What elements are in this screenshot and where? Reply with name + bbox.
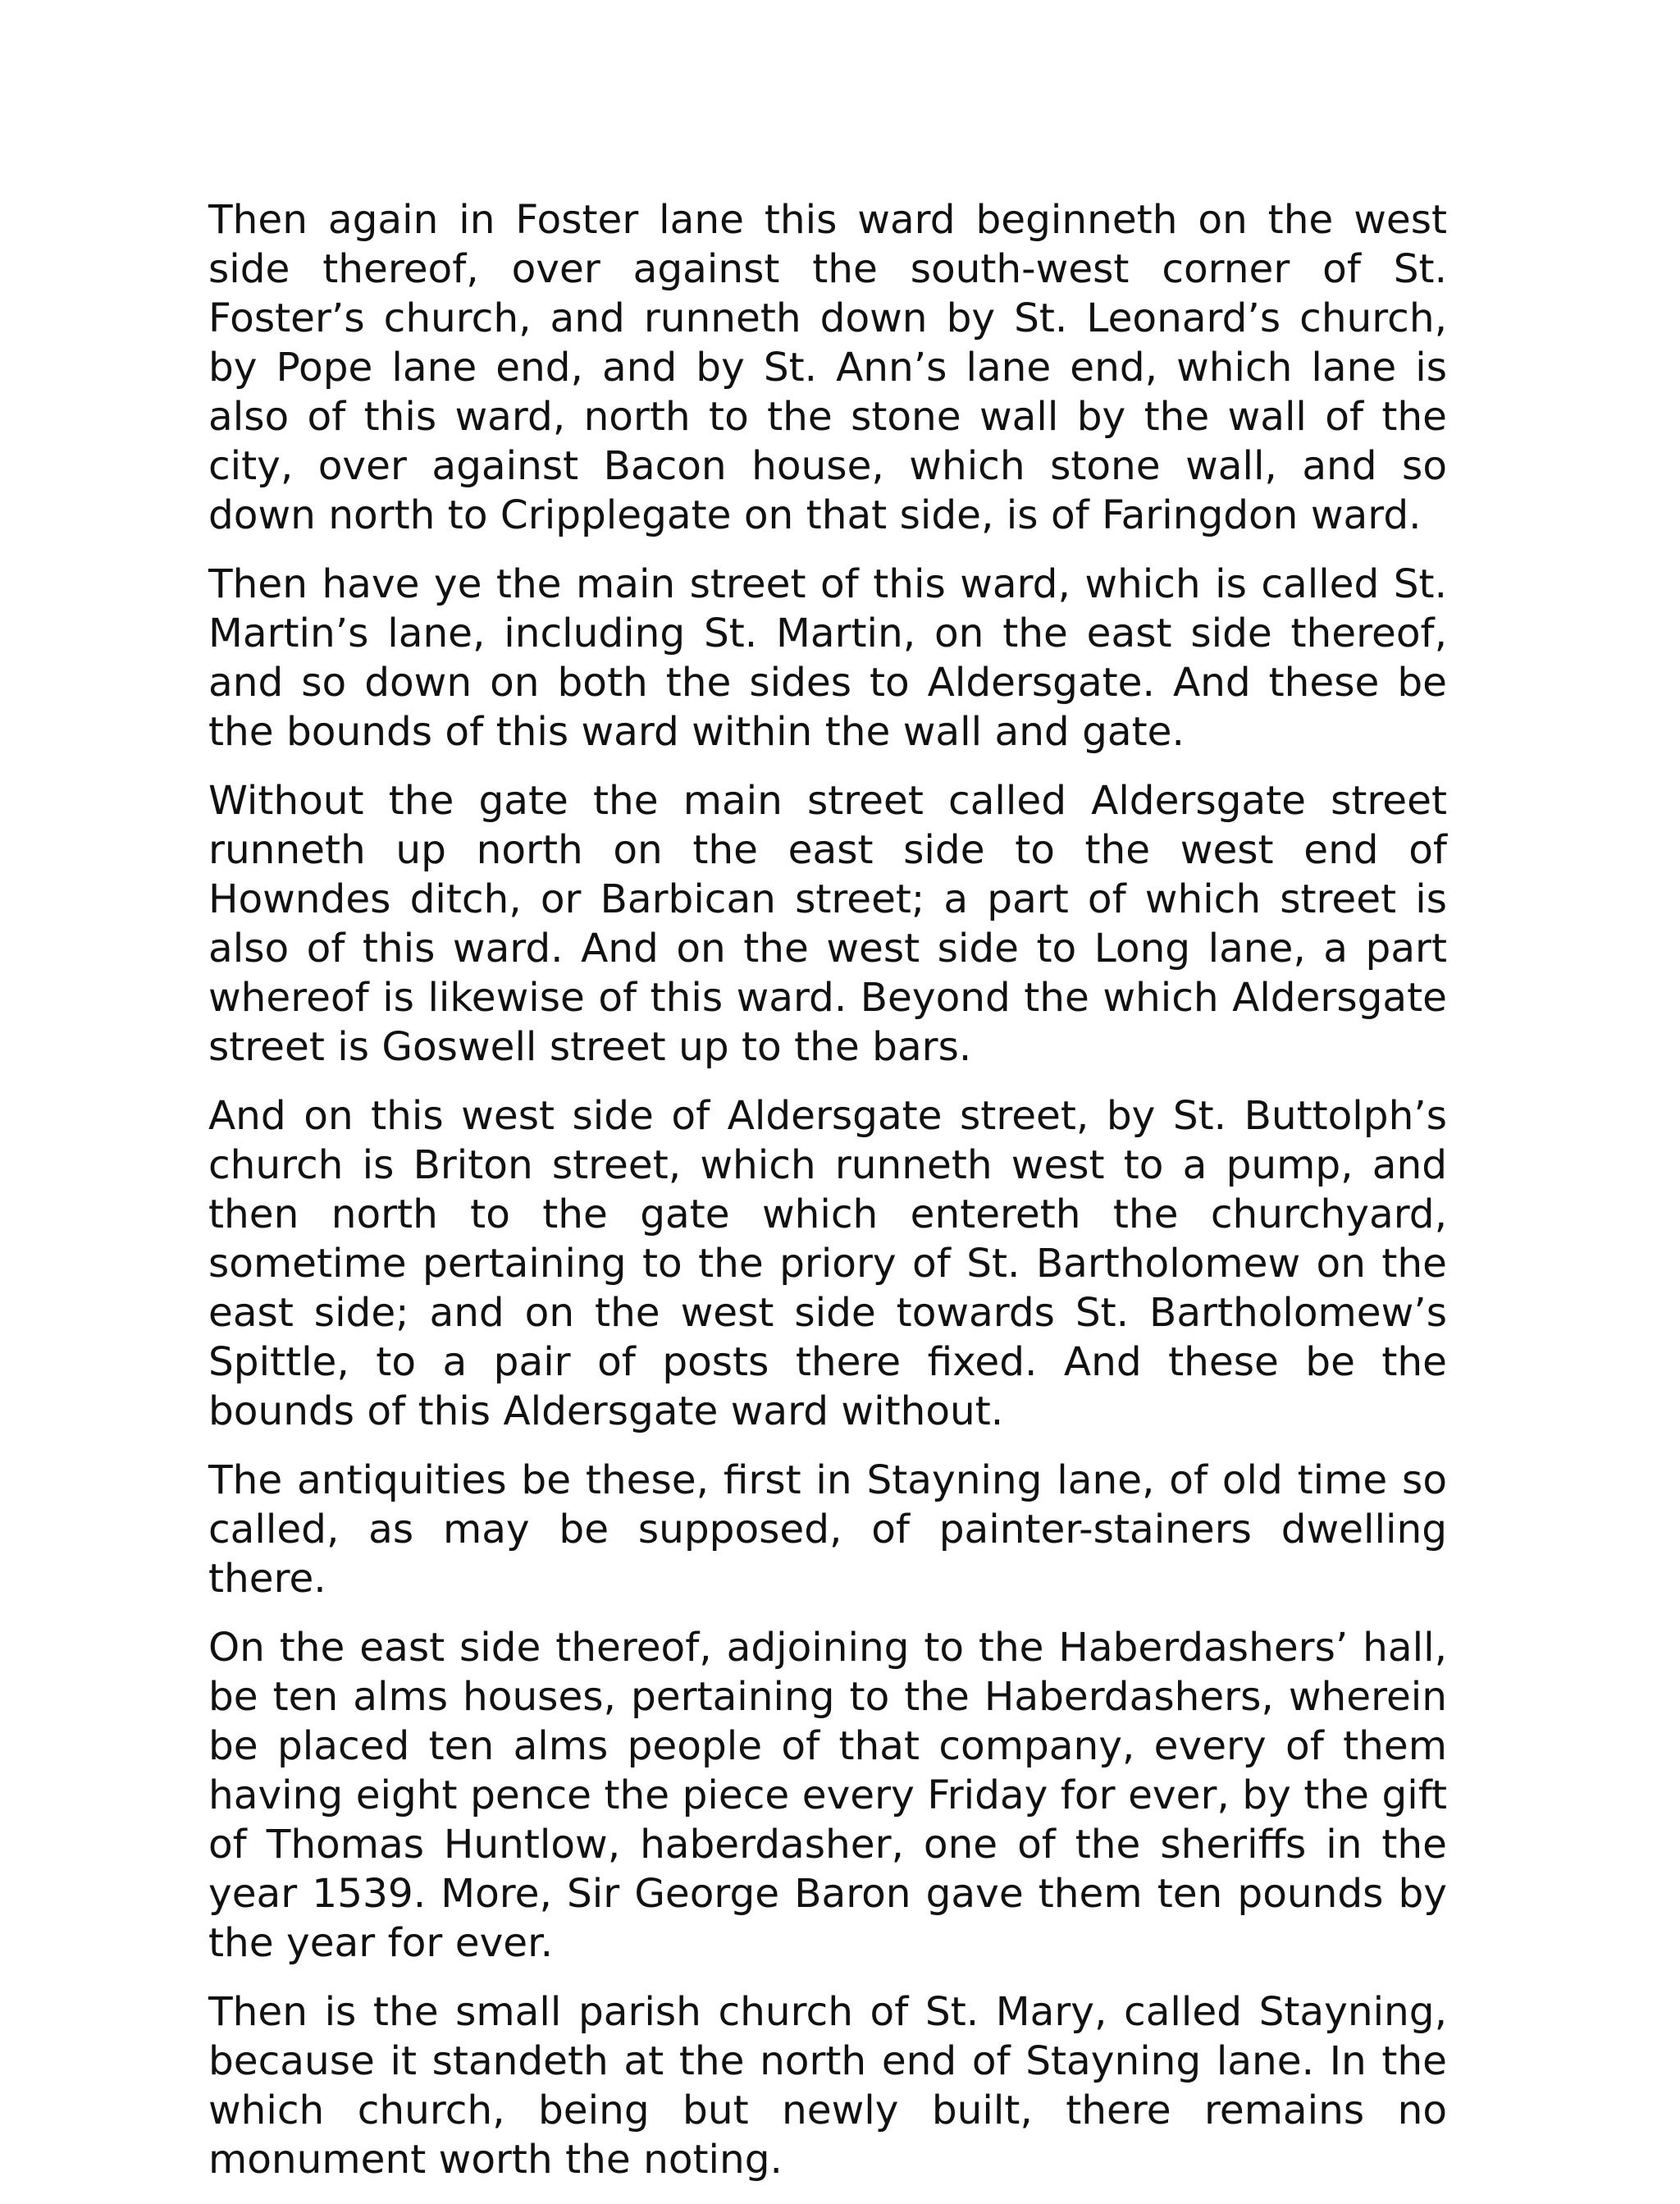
paragraph-3: Without the gate the main street called Aldersgate street runneth up north on the east side to the west end of Howndes ditch, or Barbican street; a part of which street is also of this ward. And on the west side to Long lane, a part whereof is likewise of this ward. Beyond the which Aldersgate street is Goswell street up to the bars. (208, 778, 1447, 1070)
paragraph-2: Then have ye the main street of this ward, which is called St. Martin’s lane, including St. Martin, on the east side thereof, and so down on both the sides to Aldersgate. And these be the bounds of this ward within the wall and gate. (208, 561, 1447, 755)
paragraph-6: On the east side thereof, adjoining to the Haberdashers’ hall, be ten alms houses, pertaining to the Haberdashers, wherein be placed ten alms people of that company, every of them having eight pence the piece every Friday for ever, by the gift of Thomas Huntlow, haberdasher, one of the sheriffs in the year 1539. More, Sir George Baron gave them ten pounds by the year for ever. (208, 1625, 1447, 1966)
page-body (208, 195, 1447, 2204)
paragraph-5: The antiquities be these, first in Stayning lane, of old time so called, as may be supposed, of painter-stainers dwelling there. (208, 1457, 1447, 1602)
paragraph-7: Then is the small parish church of St. Mary, called Stayning, because it standeth at the north end of Stayning lane. In the which church, being but newly built, there remains no monument worth the noting. (208, 1989, 1447, 2183)
paragraph-4: And on this west side of Aldersgate street, by St. Buttolph’s church is Briton street, which runneth west to a pump, and then north to the gate which entereth the churchyard, sometime pertaining to the priory of St. Bartholomew on the east side; and on the west side towards St. Bartholomew’s Spittle, to a pair of posts there fixed. And these be the bounds of this Aldersgate ward without. (208, 1093, 1447, 1434)
paragraph-1: Then again in Foster lane this ward beginneth on the west side thereof, over against the south-west corner of St. Foster’s church, and runneth down by St. Leonard’s church, by Pope lane end, and by St. Ann’s lane end, which lane is also of this ward, north to the stone wall by the wall of the city, over against Bacon house, which stone wall, and so down north to Cripplegate on that side, is of Faringdon ward. (208, 197, 1447, 538)
